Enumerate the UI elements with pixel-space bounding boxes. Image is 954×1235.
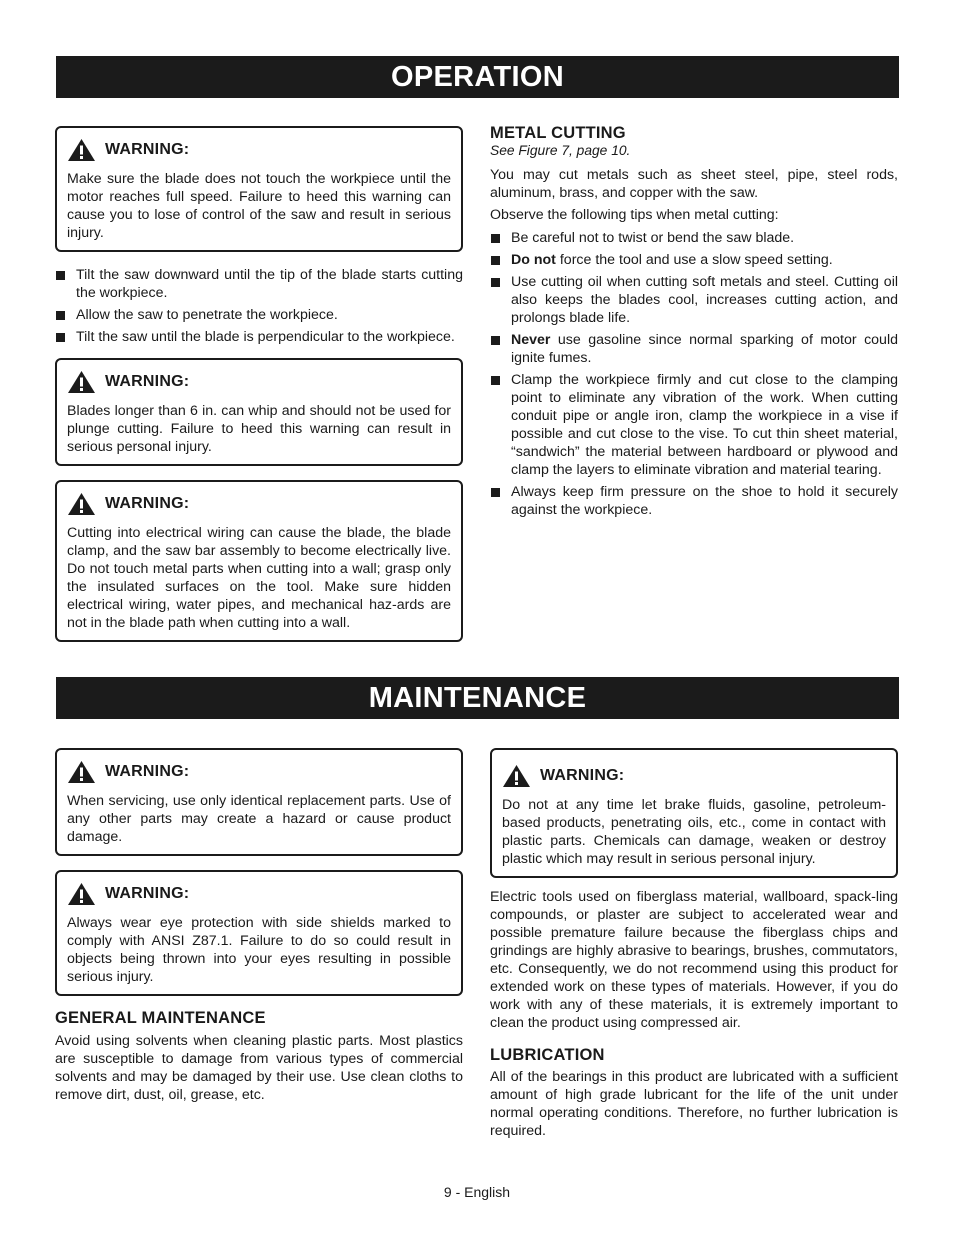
metal-cutting-intro: You may cut metals such as sheet steel, pipe, steel rods, aluminum, brass, and copper with the saw.	[490, 167, 898, 201]
warning-title: WARNING:	[540, 767, 625, 784]
plunge-steps-list	[55, 266, 463, 346]
metal-cutting-heading: METAL CUTTING	[490, 124, 626, 142]
page-footer: 9 - English	[443, 1184, 511, 1200]
square-bullet-icon	[56, 311, 65, 320]
warning-text: Do not at any time let brake fluids, gasoline, petroleum-based products, penetrating oils, etc., come in contact with plastic parts. Chemicals can damage, weaken or destroy plastic which may result in serious personal injury.	[502, 797, 886, 867]
warning-text: Blades longer than 6 in. can whip and should not be used for plunge cutting. Failure to heed this warning can result in serious personal injury.	[67, 403, 451, 455]
warning-triangle-icon	[67, 492, 96, 516]
lubrication-text: All of the bearings in this product are lubricated with a sufficient amount of high grade lubricant for the life of the unit under normal operating conditions. Therefore, no further lubrication is required.	[490, 1069, 898, 1139]
list-item: Use cutting oil when cutting soft metals and steel. Cutting oil also keeps the blades cool, increases cutting action, and prolongs blade life.	[490, 273, 898, 327]
list-item: Allow the saw to penetrate the workpiece.	[55, 306, 463, 324]
square-bullet-icon	[56, 271, 65, 280]
lubrication-heading: LUBRICATION	[490, 1046, 605, 1064]
list-item: Tilt the saw downward until the tip of the blade starts cutting the workpiece.	[55, 266, 463, 302]
metal-cutting-section	[490, 124, 898, 523]
fiberglass-paragraph: Electric tools used on fiberglass material, wallboard, spack-ling compounds, or plaster are subject to accelerated wear and possible premature failure because the fiberglass chips and grindings are highly abrasive to bearings, brushes, commutators, etc. Consequently, we do not recommend using this product for extended work on these types of materials. However, if you do work with any of these materials, it is extremely important to clean the product using compressed air.	[490, 889, 898, 1031]
square-bullet-icon	[491, 376, 500, 385]
list-item: Always keep firm pressure on the shoe to hold it securely against the workpiece.	[490, 483, 898, 519]
maintenance-right-column	[490, 748, 898, 1140]
warning-triangle-icon	[67, 370, 96, 394]
warning-text: Make sure the blade does not touch the workpiece until the motor reaches full speed. Failure to heed this warning can cause you to lose of control of the saw and result in serious injury.	[67, 171, 451, 241]
square-bullet-icon	[491, 488, 500, 497]
list-item: Clamp the workpiece firmly and cut close to the clamping point to eliminate any vibration of the work. When cutting conduit pipe or angle iron, clamp the workpiece in a vise if possible and cut close to the vise. To cut thin sheet material, “sandwich” the material between hardboard or plywood and clamp the layers to eliminate vibration and material tearing.	[490, 371, 898, 479]
list-item: Do not force the tool and use a slow speed setting.	[490, 251, 898, 269]
warning-box-electrical-wiring	[55, 480, 463, 642]
warning-title: WARNING:	[105, 373, 190, 390]
warning-box-replacement-parts	[55, 748, 463, 856]
square-bullet-icon	[491, 234, 500, 243]
warning-title: WARNING:	[105, 495, 190, 512]
metal-cutting-tips-list	[490, 229, 898, 519]
warning-box-eye-protection	[55, 870, 463, 996]
square-bullet-icon	[491, 336, 500, 345]
warning-triangle-icon	[67, 138, 96, 162]
warning-box-full-speed	[55, 126, 463, 252]
general-maintenance-text: Avoid using solvents when cleaning plastic parts. Most plastics are susceptible to damage from various types of commercial solvents and may be damaged by their use. Use clean cloths to remove dirt, dust, oil, grease, etc.	[55, 1033, 463, 1103]
warning-text: Always wear eye protection with side shields marked to comply with ANSI Z87.1. Failure to do so could result in objects being thrown into your eyes resulting in possible serious injury.	[67, 915, 451, 985]
square-bullet-icon	[56, 333, 65, 342]
metal-cutting-observe: Observe the following tips when metal cutting:	[490, 207, 779, 223]
maintenance-banner: MAINTENANCE	[56, 677, 899, 719]
square-bullet-icon	[491, 278, 500, 287]
warning-title: WARNING:	[105, 141, 190, 158]
warning-triangle-icon	[67, 882, 96, 906]
operation-left-column	[55, 126, 463, 642]
list-item: Be careful not to twist or bend the saw blade.	[490, 229, 898, 247]
warning-title: WARNING:	[105, 763, 190, 780]
maintenance-left-column	[55, 748, 463, 1104]
warning-box-chemicals	[490, 748, 898, 878]
general-maintenance-heading: GENERAL MAINTENANCE	[55, 1009, 266, 1027]
warning-triangle-icon	[67, 760, 96, 784]
warning-title: WARNING:	[105, 885, 190, 902]
warning-text: Cutting into electrical wiring can cause the blade, the blade clamp, and the saw bar assembly to become electrically live. Do not touch metal parts when cutting into a wall; grasp only the insulated surfaces on the tool. Make sure hidden electrical wiring, water pipes, and mechanical haz-ards are not in the blade path when cutting into a wall.	[67, 525, 451, 631]
list-item: Tilt the saw until the blade is perpendicular to the workpiece.	[55, 328, 463, 346]
square-bullet-icon	[491, 256, 500, 265]
warning-box-blade-length	[55, 358, 463, 466]
figure-reference: See Figure 7, page 10.	[490, 143, 631, 158]
warning-triangle-icon	[502, 764, 531, 788]
list-item: Never use gasoline since normal sparking of motor could ignite fumes.	[490, 331, 898, 367]
operation-banner: OPERATION	[56, 56, 899, 98]
warning-text: When servicing, use only identical replacement parts. Use of any other parts may create a hazard or cause product damage.	[67, 793, 451, 845]
